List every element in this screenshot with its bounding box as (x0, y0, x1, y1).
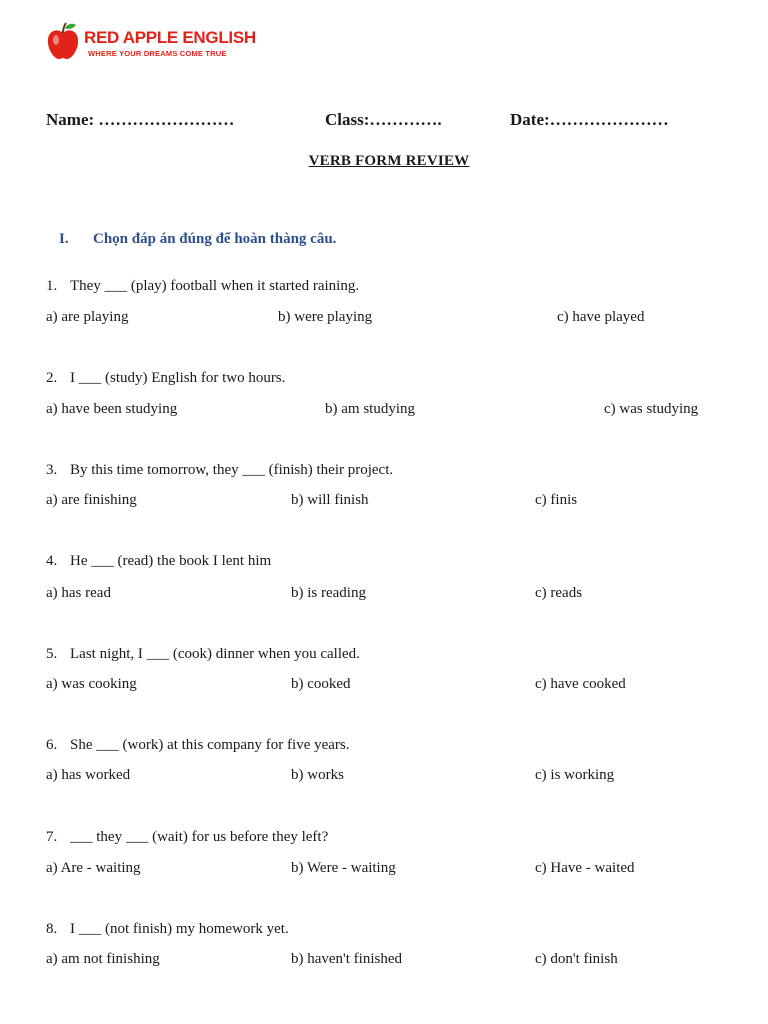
option-c[interactable]: c) have cooked (535, 676, 626, 692)
option-b[interactable]: b) Were - waiting (291, 860, 396, 876)
page-title: VERB FORM REVIEW (308, 153, 470, 169)
section-heading (59, 231, 336, 248)
option-a[interactable]: a) has worked (46, 767, 131, 783)
question-number: 3. (46, 462, 58, 478)
option-a[interactable]: a) are finishing (46, 492, 137, 508)
option-b[interactable]: b) will finish (291, 492, 369, 508)
question-5 (46, 646, 360, 663)
option-b[interactable]: b) is reading (291, 585, 366, 601)
question-number: 8. (46, 921, 58, 937)
question-text: She ___ (work) at this company for five years. (70, 737, 350, 753)
option-a[interactable]: a) am not finishing (46, 951, 160, 967)
student-info-fields (0, 110, 768, 134)
question-number: 6. (46, 737, 58, 753)
question-text: They ___ (play) football when it started raining. (70, 278, 360, 294)
option-a[interactable]: a) was cooking (46, 676, 137, 692)
section-number: I. (59, 231, 69, 247)
option-c[interactable]: c) finis (535, 492, 578, 508)
question-7 (46, 829, 328, 846)
question-2 (46, 370, 285, 387)
option-c[interactable]: c) don't finish (535, 951, 618, 967)
question-text: I ___ (study) English for two hours. (70, 370, 286, 386)
question-number: 1. (46, 278, 58, 294)
question-number: 7. (46, 829, 58, 845)
name-field[interactable]: Name: …………………… (46, 110, 235, 129)
question-6 (46, 737, 350, 754)
question-text: He ___ (read) the book I lent him (70, 553, 272, 569)
brand-name: RED APPLE ENGLISH (84, 28, 256, 47)
option-c[interactable]: c) was studying (604, 401, 699, 417)
question-1 (46, 278, 359, 295)
option-a[interactable]: a) has read (46, 585, 111, 601)
option-a[interactable]: a) are playing (46, 309, 129, 325)
question-8 (46, 921, 289, 938)
option-a[interactable]: a) have been studying (46, 401, 178, 417)
brand-tagline: WHERE YOUR DREAMS COME TRUE (88, 49, 227, 58)
apple-icon (46, 22, 80, 62)
question-number: 5. (46, 646, 58, 662)
question-number: 2. (46, 370, 58, 386)
option-b[interactable]: b) works (291, 767, 344, 783)
question-text: ___ they ___ (wait) for us before they left? (70, 829, 329, 845)
question-text: Last night, I ___ (cook) dinner when you called. (70, 646, 360, 662)
class-field[interactable]: Class:…………. (325, 110, 442, 129)
option-b[interactable]: b) am studying (325, 401, 415, 417)
option-b[interactable]: b) were playing (278, 309, 373, 325)
option-b[interactable]: b) haven't finished (291, 951, 403, 967)
question-4 (46, 553, 271, 570)
option-c[interactable]: c) Have - waited (535, 860, 635, 876)
question-number: 4. (46, 553, 58, 569)
option-b[interactable]: b) cooked (291, 676, 351, 692)
question-text: By this time tomorrow, they ___ (finish) their project. (70, 462, 394, 478)
option-c[interactable]: c) is working (535, 767, 615, 783)
date-field[interactable]: Date:………………… (510, 110, 669, 129)
question-3 (46, 462, 393, 479)
option-a[interactable]: a) Are - waiting (46, 860, 141, 876)
section-instruction: Chọn đáp án đúng để hoàn thàng câu. (93, 231, 337, 247)
question-text: I ___ (not finish) my homework yet. (70, 921, 289, 937)
option-c[interactable]: c) reads (535, 585, 583, 601)
option-c[interactable]: c) have played (557, 309, 645, 325)
